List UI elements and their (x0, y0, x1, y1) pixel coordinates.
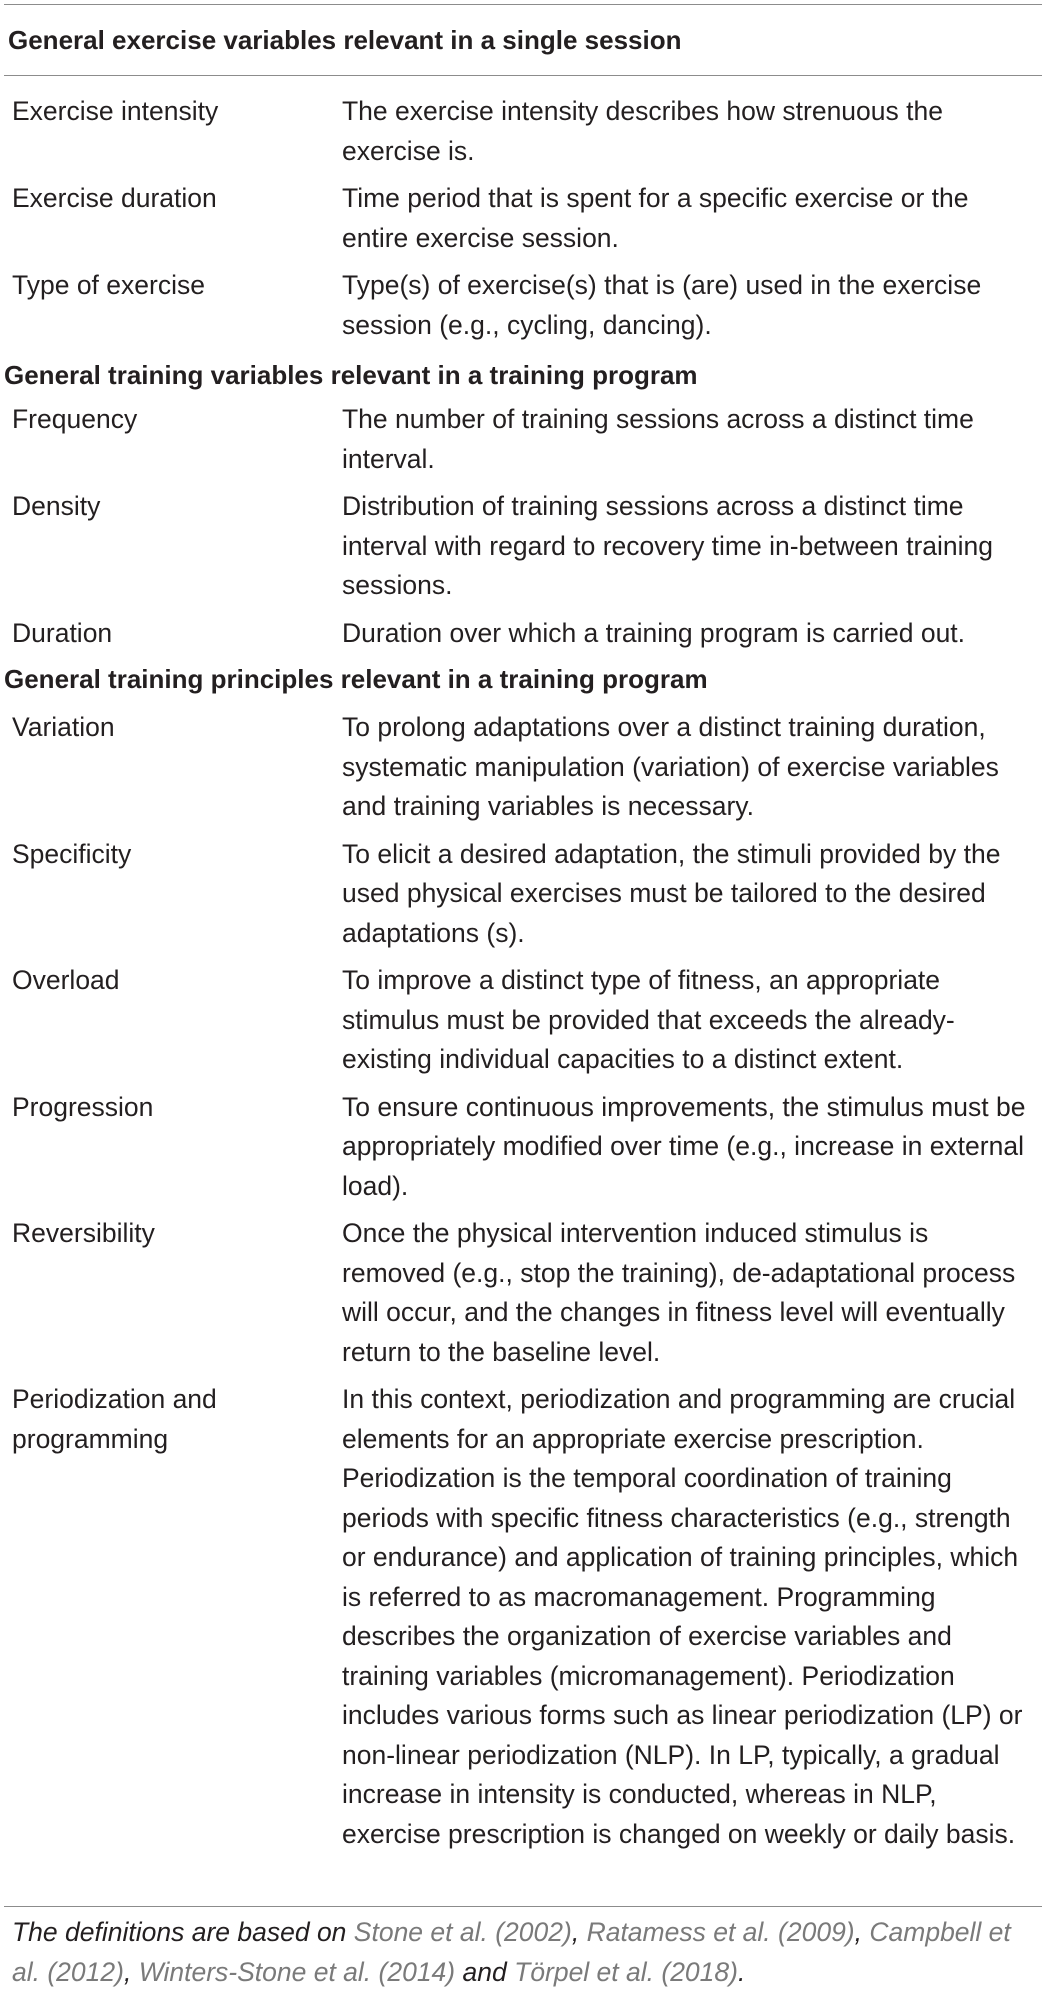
row-term: Frequency (12, 404, 138, 434)
row-term: Exercise duration (12, 183, 217, 213)
row-term: Reversibility (12, 1218, 155, 1248)
section-rows-training-principles (12, 708, 1032, 1854)
table-row (12, 1088, 1032, 1207)
citation-link-stone-2002[interactable]: Stone et al. (2002) (353, 1917, 572, 1947)
row-term: Duration (12, 617, 113, 648)
table-bottom-rule (4, 1906, 1042, 1907)
row-definition: Distribution of training sessions across a distinct time interval with regard to recovery time in-between training sessions. (342, 491, 994, 600)
footnote-lead: The definitions are based on (12, 1917, 354, 1947)
row-definition: Once the physical intervention induced stimulus is removed (e.g., stop the training), de-adaptational process will occur, and the changes in fitness level will eventually return to the baseline level. (342, 1218, 1016, 1367)
row-definition: Type(s) of exercise(s) that is (are) used in the exercise session (e.g., cycling, dancing). (342, 270, 982, 340)
table-row (12, 614, 1032, 654)
row-term: Progression (12, 1091, 154, 1122)
row-term: Variation (12, 712, 115, 742)
footnote-separator: and (455, 1956, 515, 1987)
section-heading-exercise-variables: General exercise variables relevant in a single session (8, 25, 682, 55)
row-definition: The exercise intensity describes how strenuous the exercise is. (342, 96, 943, 166)
table-row (12, 961, 1032, 1080)
row-definition: In this context, periodization and programming are crucial elements for an appropriate exercise prescription. Periodization is the temporal coordination of training periods with specific fitness characteristics (e.g., strength or endurance) and application of training principles, which is referred to as macromanagement. Programming describes the organization of exercise variables and training variables (micromanagement). Periodization includes various forms such as linear periodization (LP) or non-linear periodization (NLP). In LP, typically, a gradual increase in intensity is conducted, whereas in NLP, exercise prescription is changed on weekly or daily basis. (342, 1384, 1023, 1849)
row-term: Overload (12, 965, 120, 995)
table-row (12, 1214, 1032, 1372)
row-definition: Duration over which a training program is carried out. (342, 617, 966, 648)
table-row (12, 1380, 1032, 1854)
row-definition: Time period that is spent for a specific exercise or the entire exercise session. (342, 183, 969, 253)
row-term: Exercise intensity (12, 96, 219, 126)
table-row (12, 179, 1032, 258)
citation-link-torpel-2018[interactable]: Törpel et al. (2018) (514, 1956, 738, 1987)
row-term: Density (12, 491, 101, 521)
table-row (12, 400, 1032, 479)
row-term: Specificity (12, 838, 132, 869)
section-rows-training-variables (12, 400, 1032, 653)
table-footnote (12, 1913, 1032, 1992)
footnote-separator: , (854, 1917, 870, 1947)
table-row (12, 835, 1032, 954)
footnote-end: . (737, 1956, 746, 1987)
section-heading-rule (4, 75, 1042, 76)
row-term: Type of exercise (12, 270, 205, 300)
table-row (12, 487, 1032, 606)
row-definition: To improve a distinct type of fitness, an appropriate stimulus must be provided that exceeds the already-existing individual capacities to a distinct extent. (342, 965, 955, 1074)
citation-link-campbell-2012[interactable]: Campbell et al. (2012) (12, 1917, 1011, 1987)
section-heading-training-variables: General training variables relevant in a training program (4, 360, 698, 390)
row-definition: The number of training sessions across a distinct time interval. (342, 404, 974, 474)
section-heading-training-principles: General training principles relevant in a training program (4, 664, 708, 694)
table-row (12, 266, 1032, 345)
row-term: Periodization and programming (12, 1384, 217, 1454)
table-row (12, 92, 1032, 171)
footnote-separator: , (123, 1956, 139, 1987)
row-definition: To elicit a desired adaptation, the stimuli provided by the used physical exercises must be tailored to the desired adaptations (s). (342, 838, 1001, 948)
row-definition: To ensure continuous improvements, the stimulus must be appropriately modified over time (e.g., increase in external load). (342, 1091, 1026, 1201)
table-row (12, 708, 1032, 827)
footnote-separator: , (571, 1917, 587, 1947)
table-top-rule (4, 4, 1042, 5)
citation-link-winters-stone-2014[interactable]: Winters-Stone et al. (2014) (138, 1956, 456, 1987)
citation-link-ratamess-2009[interactable]: Ratamess et al. (2009) (586, 1917, 855, 1947)
row-definition: To prolong adaptations over a distinct training duration, systematic manipulation (variation) of exercise variables and training variables is necessary. (342, 712, 999, 821)
section-rows-exercise-variables (12, 92, 1032, 345)
